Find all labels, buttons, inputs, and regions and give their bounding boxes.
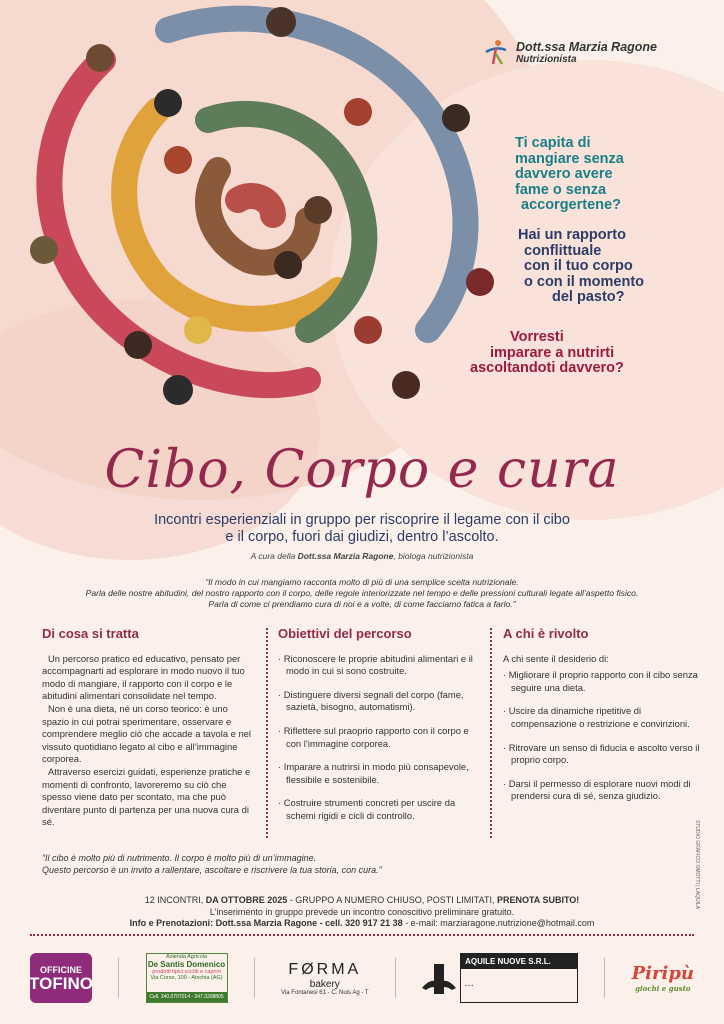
curated-by: A cura della Dott.ssa Marzia Ragone, biologa nutrizionista — [250, 551, 474, 561]
aquile-logo: AQUILE NUOVE S.R.L. ▪ ▪ ▪ — [460, 953, 578, 1003]
section-what-it-is: Di cosa si tratta Un percorso pratico ed educativo, pensato per accompagnarti ad esplorare in modo nuovo il tuo modo di mangiare, il rapporto con il corpo e le abitudini alimentari consolidate nel tempo. Non è una dieta, né un corso teorico: è uno spazio in cui potrai sperimentare, osservare e comprendere meglio ciò che accade a tavola e nel vissuto quotidiano legato al cibo e all’immagine corporea. Attraverso esercizi guidati, esperienze pratiche e momenti di confronto, lavoreremo su ciò che spesso viene dato per scontato, ma che può diventare punto di partenza per una nuova cura di sé. — [42, 628, 254, 829]
spiral-people-illustration — [8, 0, 508, 430]
sponsor-separator — [118, 958, 119, 998]
list-item: · Migliorare il proprio rapporto con il cibo senza seguire una dieta. — [503, 669, 703, 694]
brand-role: Nutrizionista — [516, 53, 577, 65]
list-item: · Darsi il permesso di esplorare nuovi modi di prendersi cura di sé, senza giudizio. — [503, 778, 703, 803]
section-goals — [278, 628, 473, 834]
section-heading: Obiettivi del percorso — [278, 626, 412, 641]
question-3: Vorresti imparare a nutrirti ascoltandoti davvero? — [470, 329, 624, 376]
sponsor-desantis — [146, 950, 228, 1006]
sponsor-piripu: Piripù giochi e gusto — [631, 963, 694, 993]
nutrition-person-icon — [482, 38, 510, 66]
sponsor-aquile — [422, 950, 578, 1006]
brand-logo — [482, 38, 657, 66]
sponsor-forma: FØRMA bakery Via Fontanesi 61 - C. Nuis Ag - T — [281, 960, 369, 996]
section-audience: A chi è rivolto A chi sente il desiderio di: · Migliorare il proprio rapporto con il cibo senza seguire una dieta. · Uscire da dinamiche ripetitive di compensazione o restrizione e convinzioni. · Ritrovare un senso di fiducia e ascolto verso il proprio corpo. · Darsi il permesso di esplorare nuovi modi di prendersi cura di sé, senza giudizio. — [503, 628, 703, 814]
intro-quote: “Il modo in cui mangiamo racconta molto di più di una semplice scelta nutrizionale. Parla delle nostre abitudini, del nostro rapporto con il corpo, delle regole interiorizzate nel tempo e delle pressioni culturali legate all’aspetto fisico. Parla di come ci prendiamo cura di noi e a volte, di come facciamo fatica a farlo.” — [85, 577, 639, 609]
list-item: · Uscire da dinamiche ripetitive di compensazione o restrizione e convinzioni. — [503, 705, 703, 730]
list-item: · Imparare a nutrirsi in modo più consapevole, flessibile e sostenibile. — [278, 761, 473, 786]
sponsor-separator — [395, 958, 396, 998]
booking-info: 12 INCONTRI, DA OTTOBRE 2025 - GRUPPO A NUMERO CHIUSO, POSTI LIMITATI, PRENOTA SUBITO! L’inserimento in gruppo prevede un incontro conoscitivo preliminare gratuito. Info e Prenotazioni: Dott.ssa Marzia Ragone - cell. 320 917 21 38 - e-mail: marziaragone.nutrizione@hotmail.com — [129, 895, 595, 928]
page-title: Cibo, Corpo e cura — [104, 440, 620, 500]
list-item: · Ritrovare un senso di fiducia e ascolto verso il proprio corpo. — [503, 742, 703, 767]
section-heading: Di cosa si tratta — [42, 626, 139, 641]
sponsor-bar — [30, 948, 694, 1008]
column-divider — [266, 628, 268, 838]
section-heading: A chi è rivolto — [503, 626, 589, 641]
question-2: Hai un rapporto conflittuale con il tuo corpo o con il momento del pasto? — [518, 227, 645, 305]
list-item: · Costruire strumenti concreti per uscire da schemi rigidi e cicli di controllo. — [278, 797, 473, 822]
closing-quote: “Il cibo è molto più di nutrimento. Il corpo è molto più di un’immagine. Questo percorso è un invito a rallentare, ascoltare e riscrivere la tua storia, con cura.” — [42, 853, 382, 875]
officine-logo: OFFICINE TOFINO — [30, 953, 92, 1003]
subtitle: Incontri esperienziali in gruppo per riscoprire il legame con il cibo e il corpo, fuori dai giudizi, dentro l’ascolto. — [154, 512, 570, 545]
design-credit: STUDIO GRAFICO OMOTTI | LAQUILA — [694, 820, 700, 910]
sponsor-divider — [30, 934, 694, 936]
question-1: Ti capita di mangiare senza davvero avere fame o senza accorgertene? — [515, 135, 624, 213]
sponsor-separator — [254, 958, 255, 998]
list-item: · Riflettere sul praoprio rapporto con il corpo e con l’immagine corporea. — [278, 725, 473, 750]
list-item: · Riconoscere le proprie abitudini alimentari e il modo in cui si sono costruite. — [278, 653, 473, 678]
list-item: · Distinguere diversi segnali del corpo (fame, sazietà, bisogno, automatismi). — [278, 689, 473, 714]
sponsor-separator — [604, 958, 605, 998]
eagle-building-icon — [422, 958, 456, 998]
sponsor-officine — [30, 950, 92, 1006]
column-divider — [490, 628, 492, 838]
desantis-logo: Azienda Agricola De Santis Domenico prodotti tipici sciolti e caprini Via Corso, 100 - Atschia (AG) Cell. 340.0707014 - 347.3308805 — [146, 953, 228, 1003]
brand-name: Dott.ssa Marzia Ragone — [516, 39, 658, 54]
